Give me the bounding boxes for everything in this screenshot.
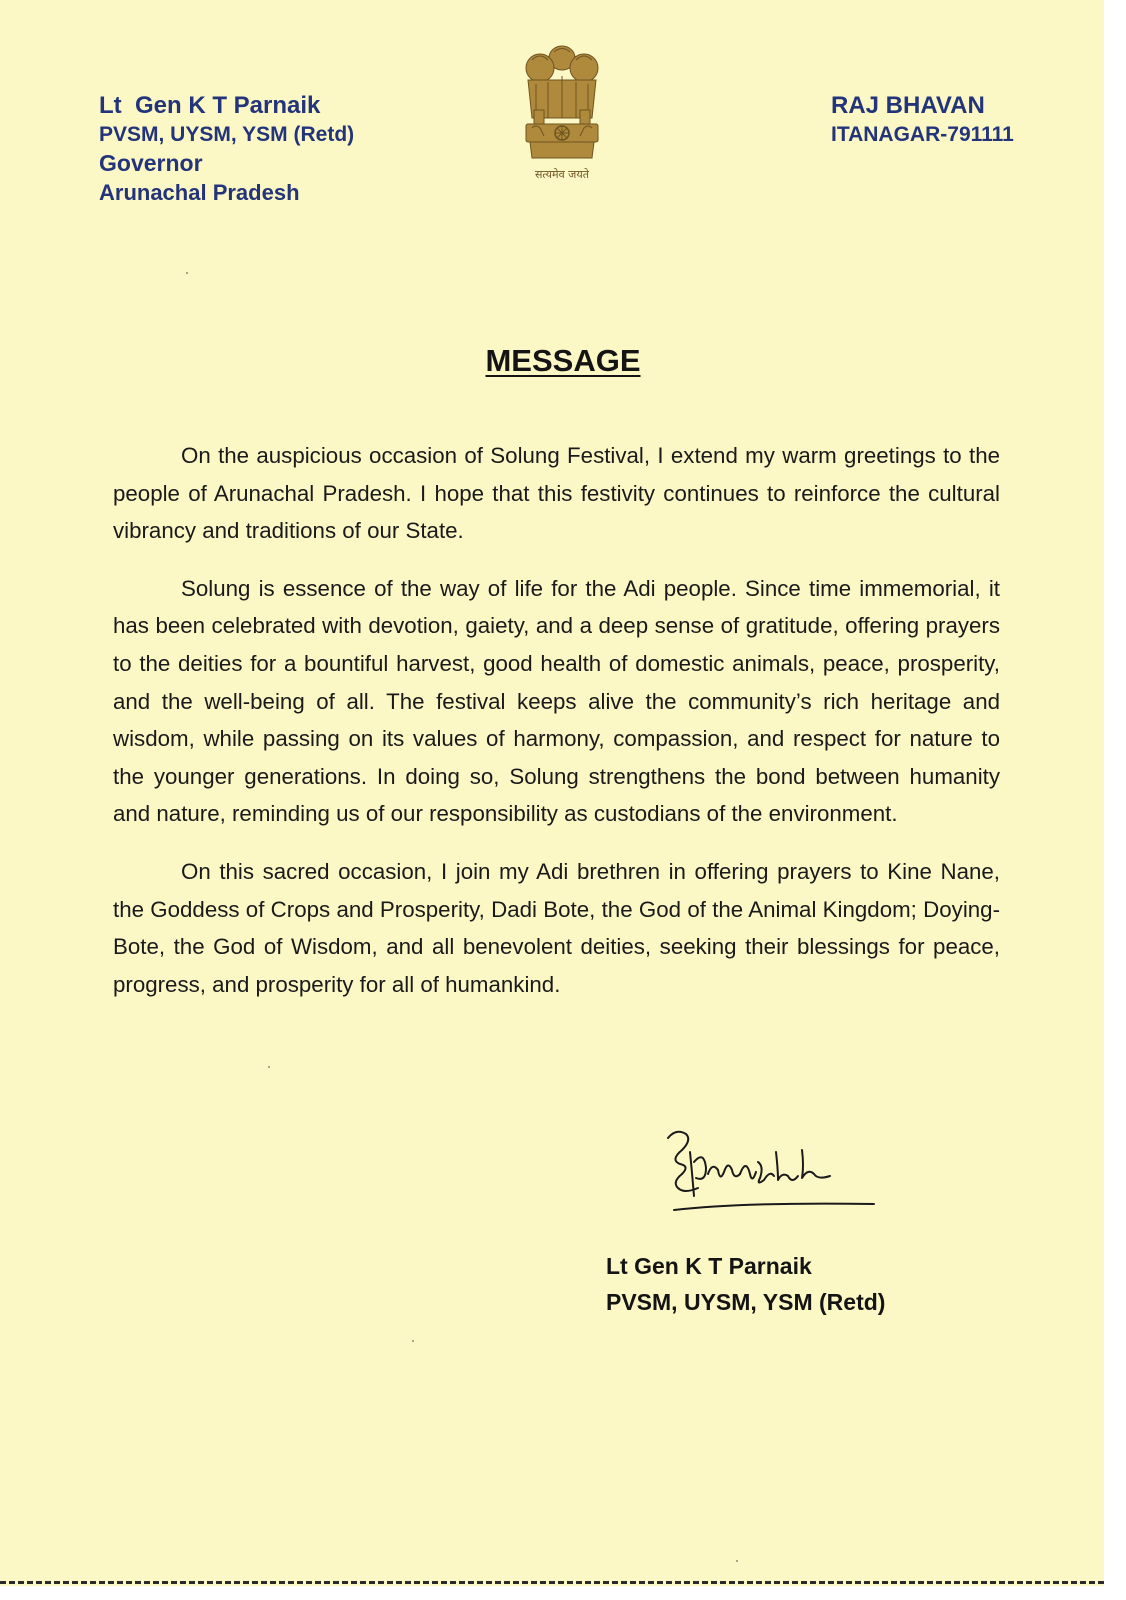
bottom-border-rule [0, 1581, 1104, 1588]
paper-speck [268, 1066, 270, 1068]
emblem-motto: सत्यमेव जयते [534, 168, 590, 181]
message-title: MESSAGE [485, 343, 641, 378]
signatory-block [606, 1248, 885, 1320]
signatory-honours: PVSM, UYSM, YSM (Retd) [606, 1289, 886, 1315]
governor-honours: PVSM, UYSM, YSM (Retd) [99, 123, 355, 146]
scan-margin-bottom [0, 1586, 1126, 1600]
message-paragraph: On the auspicious occasion of Solung Festival, I extend my warm greetings to the people of Arunachal Pradesh. I hope that this festivity continues to reinforce the cultural vibrancy and traditions of our State. [113, 443, 1000, 544]
paper-speck [412, 1340, 414, 1342]
governor-state: Arunachal Pradesh [99, 180, 300, 205]
signatory-name: Lt Gen K T Parnaik [606, 1253, 812, 1279]
handwritten-signature [650, 1122, 890, 1234]
message-paragraph: Solung is essence of the way of life for the Adi people. Since time immemorial, it has been celebrated with devotion, gaiety, and a deep sense of gratitude, offering prayers to the deities for a bountiful harvest, good health of domestic animals, peace, prosperity, and the well-being of all. The festival keeps alive the community’s rich heritage and wisdom, while passing on its values of harmony, compassion, and respect for nature to the younger generations. In doing so, Solung strengthens the bond between humanity and nature, reminding us of our responsibility as custodians of the environment. [113, 575, 1000, 827]
letterhead-right [831, 91, 1014, 149]
governor-name: Lt Gen K T Parnaik [99, 92, 321, 119]
office-name: RAJ BHAVAN [831, 92, 985, 119]
governor-designation: Governor [99, 150, 203, 176]
message-paragraph: On this sacred occasion, I join my Adi brethren in offering prayers to Kine Nane, the Goddess of Crops and Prosperity, Dadi Bote, the God of the Animal Kingdom; Doying-Bote, the God of Wisdom, and all benevolent deities, seeking their blessings for peace, progress, and prosperity for all of humankind. [113, 858, 1000, 997]
office-address: ITANAGAR-791111 [831, 123, 1014, 146]
state-emblem-icon [512, 40, 612, 190]
message-body [113, 437, 1000, 1023]
signature-text: Parnaik [650, 1122, 654, 1123]
paper-speck [736, 1560, 738, 1562]
paper-speck [186, 272, 188, 274]
scan-margin-right [1104, 0, 1126, 1600]
letterhead-left [99, 91, 354, 207]
